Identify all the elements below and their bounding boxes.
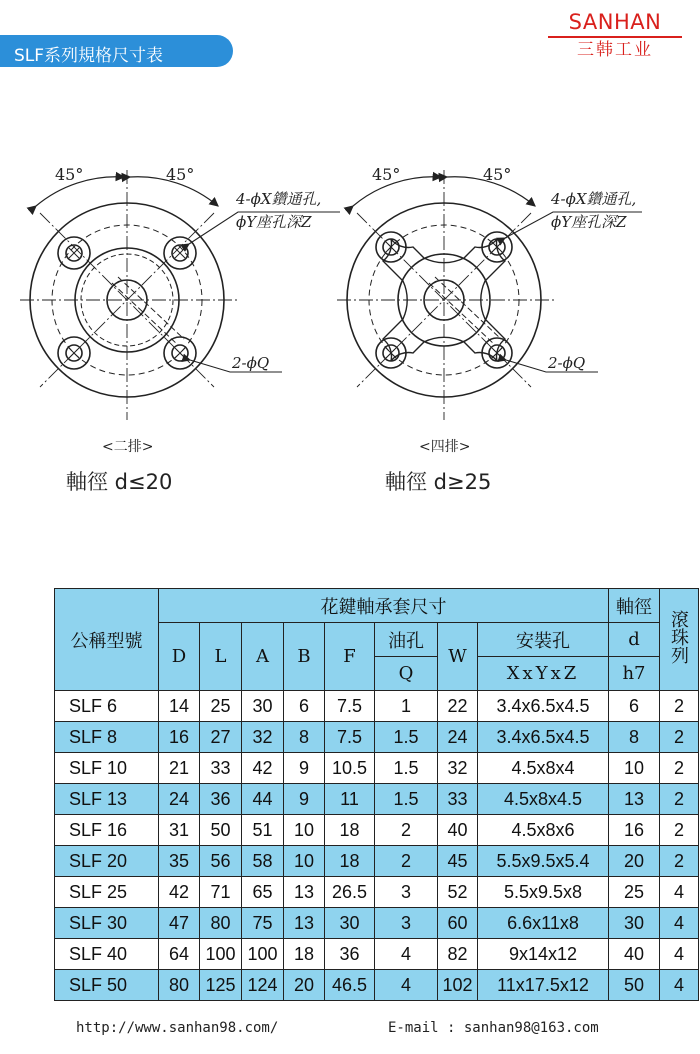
section-title: SLF系列規格尺寸表 [14,46,164,66]
header-L: L [200,623,242,691]
cell-model: SLF 40 [55,939,159,970]
cell-d: 80 [159,970,200,1001]
cell-xyz: 3.4x6.5x4.5 [478,691,609,722]
cell-f: 11 [325,784,375,815]
cell-b: 13 [284,908,325,939]
cell-d: 6 [609,691,660,722]
table-row [55,846,699,877]
header-balls [660,589,699,691]
header-oil: 油孔 [375,623,438,657]
cell-w: 82 [438,939,478,970]
header-h7: h7 [609,657,660,691]
cell-model: SLF 13 [55,784,159,815]
header-F: F [325,623,375,691]
table-row [55,691,699,722]
cell-balls: 4 [660,877,699,908]
cell-w: 60 [438,908,478,939]
brand-name-cn: 三韩工业 [577,40,653,60]
row-label-four: <四排> [419,439,471,455]
cell-model: SLF 16 [55,815,159,846]
header-mount: 安裝孔 [478,623,609,657]
cell-xyz: 6.6x11x8 [478,908,609,939]
cell-balls: 2 [660,753,699,784]
cell-xyz: 4.5x8x4 [478,753,609,784]
cell-d: 14 [159,691,200,722]
cell-d: 24 [159,784,200,815]
cell-d: 50 [609,970,660,1001]
header-B: B [284,623,325,691]
cell-d: 16 [609,815,660,846]
cell-d: 21 [159,753,200,784]
cell-model: SLF 8 [55,722,159,753]
cell-balls: 2 [660,846,699,877]
cell-q: 2 [375,846,438,877]
cell-w: 52 [438,877,478,908]
angle-right-label: 45° [483,165,512,184]
cell-b: 18 [284,939,325,970]
cell-f: 46.5 [325,970,375,1001]
cell-d: 8 [609,722,660,753]
cell-d: 20 [609,846,660,877]
header-mount-sub: XxYxZ [478,657,609,691]
cell-l: 71 [200,877,242,908]
cell-q: 1.5 [375,722,438,753]
cell-b: 13 [284,877,325,908]
cell-d: 40 [609,939,660,970]
cell-w: 24 [438,722,478,753]
cell-f: 36 [325,939,375,970]
header-A: A [242,623,284,691]
cell-model: SLF 10 [55,753,159,784]
cell-f: 7.5 [325,722,375,753]
cell-a: 65 [242,877,284,908]
note-oil-hole: 2-ϕQ [548,354,586,372]
header-model: 公稱型號 [55,589,159,691]
cell-d: 42 [159,877,200,908]
note-through-holes: 4-ϕX鑽通孔, [551,190,637,208]
angle-left-label: 45° [55,165,84,184]
cell-d: 35 [159,846,200,877]
section-title-tab [0,35,233,67]
note-through-holes: 4-ϕX鑽通孔, [236,190,322,208]
cell-q: 2 [375,815,438,846]
cell-f: 7.5 [325,691,375,722]
cell-f: 26.5 [325,877,375,908]
header-balls-text: 滾珠列 [669,610,689,664]
cell-d: 47 [159,908,200,939]
cell-model: SLF 25 [55,877,159,908]
cell-w: 32 [438,753,478,784]
table-row [55,877,699,908]
cell-w: 33 [438,784,478,815]
table-row [55,970,699,1001]
cell-b: 9 [284,753,325,784]
cell-a: 100 [242,939,284,970]
header-D: D [159,623,200,691]
cell-q: 3 [375,877,438,908]
cell-l: 27 [200,722,242,753]
cell-q: 1 [375,691,438,722]
cell-b: 20 [284,970,325,1001]
flange-drawings [0,140,700,470]
cell-l: 25 [200,691,242,722]
shaft-label-large: 軸徑 d≥25 [385,470,492,494]
cell-f: 18 [325,846,375,877]
table-row [55,722,699,753]
header-shaft: 軸徑 [609,589,660,623]
cell-d: 31 [159,815,200,846]
cell-d: 64 [159,939,200,970]
spec-table [54,588,699,1001]
cell-q: 1.5 [375,753,438,784]
cell-a: 44 [242,784,284,815]
cell-f: 18 [325,815,375,846]
cell-d: 13 [609,784,660,815]
cell-q: 3 [375,908,438,939]
cell-q: 1.5 [375,784,438,815]
cell-w: 22 [438,691,478,722]
cell-l: 125 [200,970,242,1001]
brand-logo [548,10,682,60]
cell-w: 45 [438,846,478,877]
cell-d: 16 [159,722,200,753]
header-Q: Q [375,657,438,691]
cell-model: SLF 20 [55,846,159,877]
header-d: d [609,623,660,657]
note-counterbore: ϕY座孔深Z [236,213,312,231]
angle-left-label: 45° [372,165,401,184]
cell-model: SLF 6 [55,691,159,722]
cell-a: 30 [242,691,284,722]
cell-balls: 2 [660,691,699,722]
note-oil-hole: 2-ϕQ [232,354,270,372]
cell-xyz: 9x14x12 [478,939,609,970]
cell-xyz: 11x17.5x12 [478,970,609,1001]
cell-a: 75 [242,908,284,939]
cell-a: 124 [242,970,284,1001]
cell-xyz: 4.5x8x6 [478,815,609,846]
table-row [55,815,699,846]
table-row [55,784,699,815]
cell-model: SLF 50 [55,970,159,1001]
cell-l: 50 [200,815,242,846]
cell-d: 25 [609,877,660,908]
cell-l: 36 [200,784,242,815]
cell-l: 33 [200,753,242,784]
cell-b: 6 [284,691,325,722]
cell-q: 4 [375,939,438,970]
cell-l: 100 [200,939,242,970]
cell-d: 30 [609,908,660,939]
cell-l: 80 [200,908,242,939]
cell-l: 56 [200,846,242,877]
cell-a: 51 [242,815,284,846]
cell-d: 10 [609,753,660,784]
cell-xyz: 5.5x9.5x5.4 [478,846,609,877]
cell-xyz: 4.5x8x4.5 [478,784,609,815]
cell-xyz: 5.5x9.5x8 [478,877,609,908]
spec-table-body [55,691,699,1001]
row-label-two: <二排> [102,439,154,455]
header-W: W [438,623,478,691]
cell-a: 42 [242,753,284,784]
cell-f: 30 [325,908,375,939]
cell-balls: 4 [660,970,699,1001]
cell-f: 10.5 [325,753,375,784]
cell-q: 4 [375,970,438,1001]
cell-b: 9 [284,784,325,815]
table-row [55,908,699,939]
table-row [55,753,699,784]
shaft-label-small: 軸徑 d≤20 [66,470,173,494]
brand-divider [548,36,682,38]
footer-email[interactable]: E-mail : sanhan98@163.com [388,1020,599,1036]
footer-url[interactable]: http://www.sanhan98.com/ [76,1020,279,1036]
note-counterbore: ϕY座孔深Z [551,213,627,231]
cell-balls: 4 [660,939,699,970]
cell-w: 102 [438,970,478,1001]
cell-b: 10 [284,846,325,877]
cell-b: 10 [284,815,325,846]
table-row [55,939,699,970]
cell-balls: 2 [660,815,699,846]
angle-right-label: 45° [166,165,195,184]
cell-a: 58 [242,846,284,877]
header-group: 花鍵軸承套尺寸 [159,589,609,623]
cell-balls: 2 [660,722,699,753]
cell-balls: 2 [660,784,699,815]
cell-balls: 4 [660,908,699,939]
cell-b: 8 [284,722,325,753]
cell-w: 40 [438,815,478,846]
cell-a: 32 [242,722,284,753]
cell-model: SLF 30 [55,908,159,939]
brand-name-en: SANHAN [568,10,662,34]
cell-xyz: 3.4x6.5x4.5 [478,722,609,753]
